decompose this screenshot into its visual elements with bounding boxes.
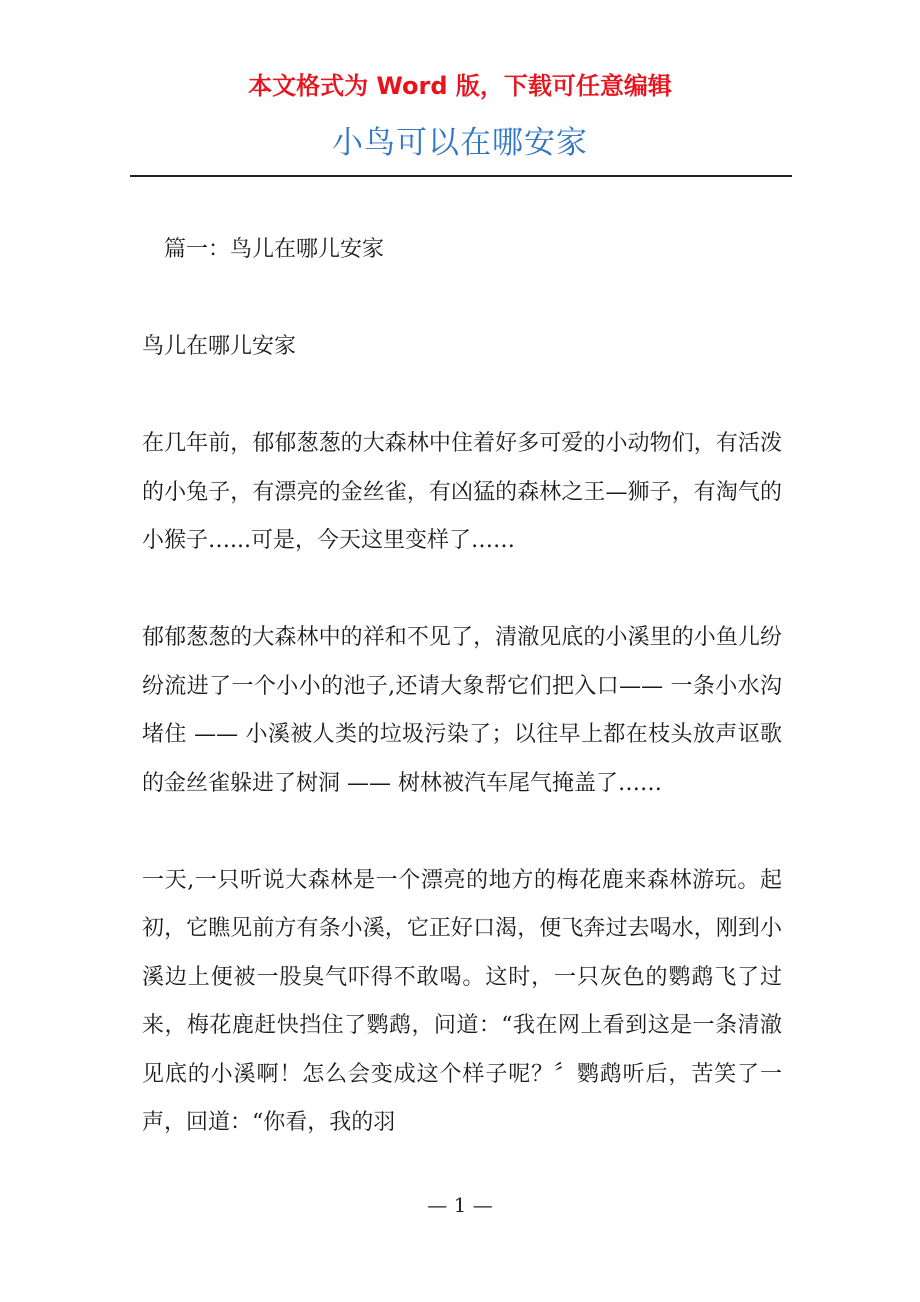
article-heading: 鸟儿在哪儿安家 — [142, 334, 297, 359]
title-divider — [130, 175, 792, 177]
document-body — [142, 226, 782, 1196]
paragraph: 在几年前，郁郁葱葱的大森林中住着好多可爱的小动物们，有活泼的小兔子，有漂亮的金丝雀，有凶猛的森林之王—狮子，有淘气的小猴子…...可是，今天这里变样了…… — [142, 431, 782, 553]
paragraph: 一天,一只听说大森林是一个漂亮的地方的梅花鹿来森林游玩。起初，它瞧见前方有条小溪，它正好口渴，便飞奔过去喝水，刚到小溪边上便被一股臭气吓得不敢喝。这时，一只灰色的鹦鹉飞了过来，梅花鹿赶快挡住了鹦鹉，问道：“我在网上看到这是一条清澈见底的小溪啊！怎么会变成这个样子呢？〞鹦鹉听后，苦笑了一声，回道：“你看，我的羽 — [142, 867, 782, 1135]
page-number: — 1 — — [427, 1193, 493, 1217]
document-title: 小鸟可以在哪安家 — [332, 125, 588, 161]
section-heading: 篇一：鸟儿在哪儿安家 — [164, 237, 385, 262]
paragraph: 郁郁葱葱的大森林中的祥和不见了，清澈见底的小溪里的小鱼儿纷纷流进了一个小小的池子,还请大象帮它们把入口—— 一条小水沟堵住 —— 小溪被人类的垃圾污染了；以往早上都在枝头放声讴歌的金丝雀躲进了树洞 —— 树林被汽车尾气掩盖了…… — [142, 625, 782, 796]
download-banner: 本文格式为 Word 版，下载可任意编辑 — [248, 72, 672, 100]
